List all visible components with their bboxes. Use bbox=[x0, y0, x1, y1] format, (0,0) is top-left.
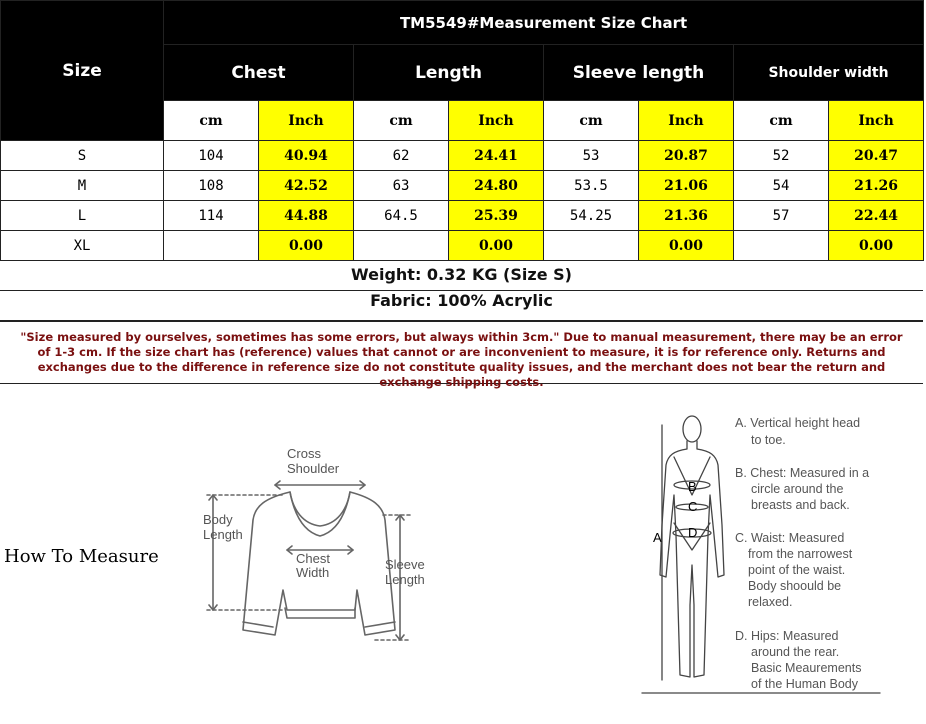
unit-inch: Inch bbox=[259, 101, 354, 141]
value-cell: 21.06 bbox=[639, 171, 734, 201]
size-cell: S bbox=[1, 141, 164, 171]
value-cell: 40.94 bbox=[259, 141, 354, 171]
value-cell: 62 bbox=[354, 141, 449, 171]
value-cell: 20.87 bbox=[639, 141, 734, 171]
sleeve-length-label-1: Sleeve bbox=[385, 557, 425, 572]
value-cell: 21.26 bbox=[829, 171, 924, 201]
table-row bbox=[1, 201, 924, 231]
value-cell: 25.39 bbox=[449, 201, 544, 231]
note-d-3: Basic Meaurements bbox=[751, 661, 862, 675]
neckline-icon bbox=[290, 492, 350, 526]
marker-a: A bbox=[653, 530, 662, 545]
value-cell: 24.80 bbox=[449, 171, 544, 201]
value-cell bbox=[164, 231, 259, 261]
unit-inch: Inch bbox=[829, 101, 924, 141]
note-b-3: breasts and back. bbox=[751, 498, 850, 512]
note-c-3: point of the waist. bbox=[748, 563, 846, 577]
value-cell: 53 bbox=[544, 141, 639, 171]
value-cell: 53.5 bbox=[544, 171, 639, 201]
value-cell: 24.41 bbox=[449, 141, 544, 171]
note-d-2: around the rear. bbox=[751, 645, 840, 659]
unit-inch: Inch bbox=[449, 101, 544, 141]
note-c-5: relaxed. bbox=[748, 595, 793, 609]
value-cell: 44.88 bbox=[259, 201, 354, 231]
unit-cm: cm bbox=[734, 101, 829, 141]
value-cell: 114 bbox=[164, 201, 259, 231]
group-header-length: Length bbox=[354, 45, 544, 101]
value-cell: 54.25 bbox=[544, 201, 639, 231]
cross-shoulder-label-1: Cross bbox=[287, 446, 321, 461]
note-d-4: of the Human Body bbox=[751, 677, 859, 691]
value-cell: 108 bbox=[164, 171, 259, 201]
value-cell: 104 bbox=[164, 141, 259, 171]
table-row bbox=[1, 231, 924, 261]
value-cell: 42.52 bbox=[259, 171, 354, 201]
size-column-header: Size bbox=[1, 1, 164, 141]
group-header-shoulder-width: Shoulder width bbox=[734, 45, 924, 101]
note-c-2: from the narrowest bbox=[748, 547, 853, 561]
value-cell: 57 bbox=[734, 201, 829, 231]
value-cell: 20.47 bbox=[829, 141, 924, 171]
note-b-2: circle around the bbox=[751, 482, 844, 496]
body-length-label-1: Body bbox=[203, 512, 233, 527]
fabric-line: Fabric: 100% Acrylic bbox=[0, 290, 923, 321]
size-cell: XL bbox=[1, 231, 164, 261]
chest-width-label-1: Chest bbox=[296, 551, 330, 566]
note-a-2: to toe. bbox=[751, 433, 786, 447]
value-cell: 63 bbox=[354, 171, 449, 201]
value-cell: 52 bbox=[734, 141, 829, 171]
chest-width-label-2: Width bbox=[296, 565, 330, 580]
value-cell: 0.00 bbox=[639, 231, 734, 261]
size-cell: L bbox=[1, 201, 164, 231]
weight-line: Weight: 0.32 KG (Size S) bbox=[0, 262, 923, 291]
body-length-label-2: Length bbox=[203, 527, 243, 542]
value-cell: 0.00 bbox=[829, 231, 924, 261]
group-header-chest: Chest bbox=[164, 45, 354, 101]
value-cell bbox=[734, 231, 829, 261]
note-b-1: B. Chest: Measured in a bbox=[735, 466, 870, 480]
group-header-sleeve-length: Sleeve length bbox=[544, 45, 734, 101]
table-row bbox=[1, 171, 924, 201]
value-cell bbox=[544, 231, 639, 261]
value-cell: 0.00 bbox=[449, 231, 544, 261]
value-cell: 21.36 bbox=[639, 201, 734, 231]
marker-c: C bbox=[688, 499, 698, 514]
marker-b: B bbox=[688, 479, 697, 494]
cross-shoulder-label-2: Shoulder bbox=[287, 461, 340, 476]
head-icon bbox=[683, 416, 701, 442]
unit-cm: cm bbox=[354, 101, 449, 141]
value-cell: 64.5 bbox=[354, 201, 449, 231]
note-a-1: A. Vertical height head bbox=[735, 416, 861, 430]
note-c-4: Body shoould be bbox=[748, 579, 842, 593]
table-row bbox=[1, 141, 924, 171]
note-d-1: D. Hips: Measured bbox=[735, 629, 839, 643]
unit-inch: Inch bbox=[639, 101, 734, 141]
marker-d: D bbox=[688, 525, 698, 540]
size-cell: M bbox=[1, 171, 164, 201]
chart-title: TM5549#Measurement Size Chart bbox=[164, 1, 924, 45]
body-measure-diagram bbox=[640, 405, 920, 700]
value-cell: 22.44 bbox=[829, 201, 924, 231]
size-chart-table bbox=[0, 0, 924, 261]
garment-measure-diagram bbox=[195, 440, 445, 650]
sleeve-length-label-2: Length bbox=[385, 572, 425, 587]
size-disclaimer: "Size measured by ourselves, sometimes has some errors, but always within 3cm." Due to manual measurement, there may be an error of 1-3 cm. If the size chart has (reference) values that cannot or are inconvenient to measure, it is for reference only. Returns and exchanges due to the difference in reference size do not constitute quality issues, and the merchant does not bear the return and exchange shipping costs. bbox=[0, 321, 923, 384]
how-to-measure-label: How To Measure bbox=[4, 546, 159, 567]
note-c-1: C. Waist: Measured bbox=[735, 531, 845, 545]
unit-cm: cm bbox=[544, 101, 639, 141]
value-cell: 54 bbox=[734, 171, 829, 201]
unit-cm: cm bbox=[164, 101, 259, 141]
value-cell: 0.00 bbox=[259, 231, 354, 261]
body-outline-icon bbox=[660, 441, 724, 677]
value-cell bbox=[354, 231, 449, 261]
